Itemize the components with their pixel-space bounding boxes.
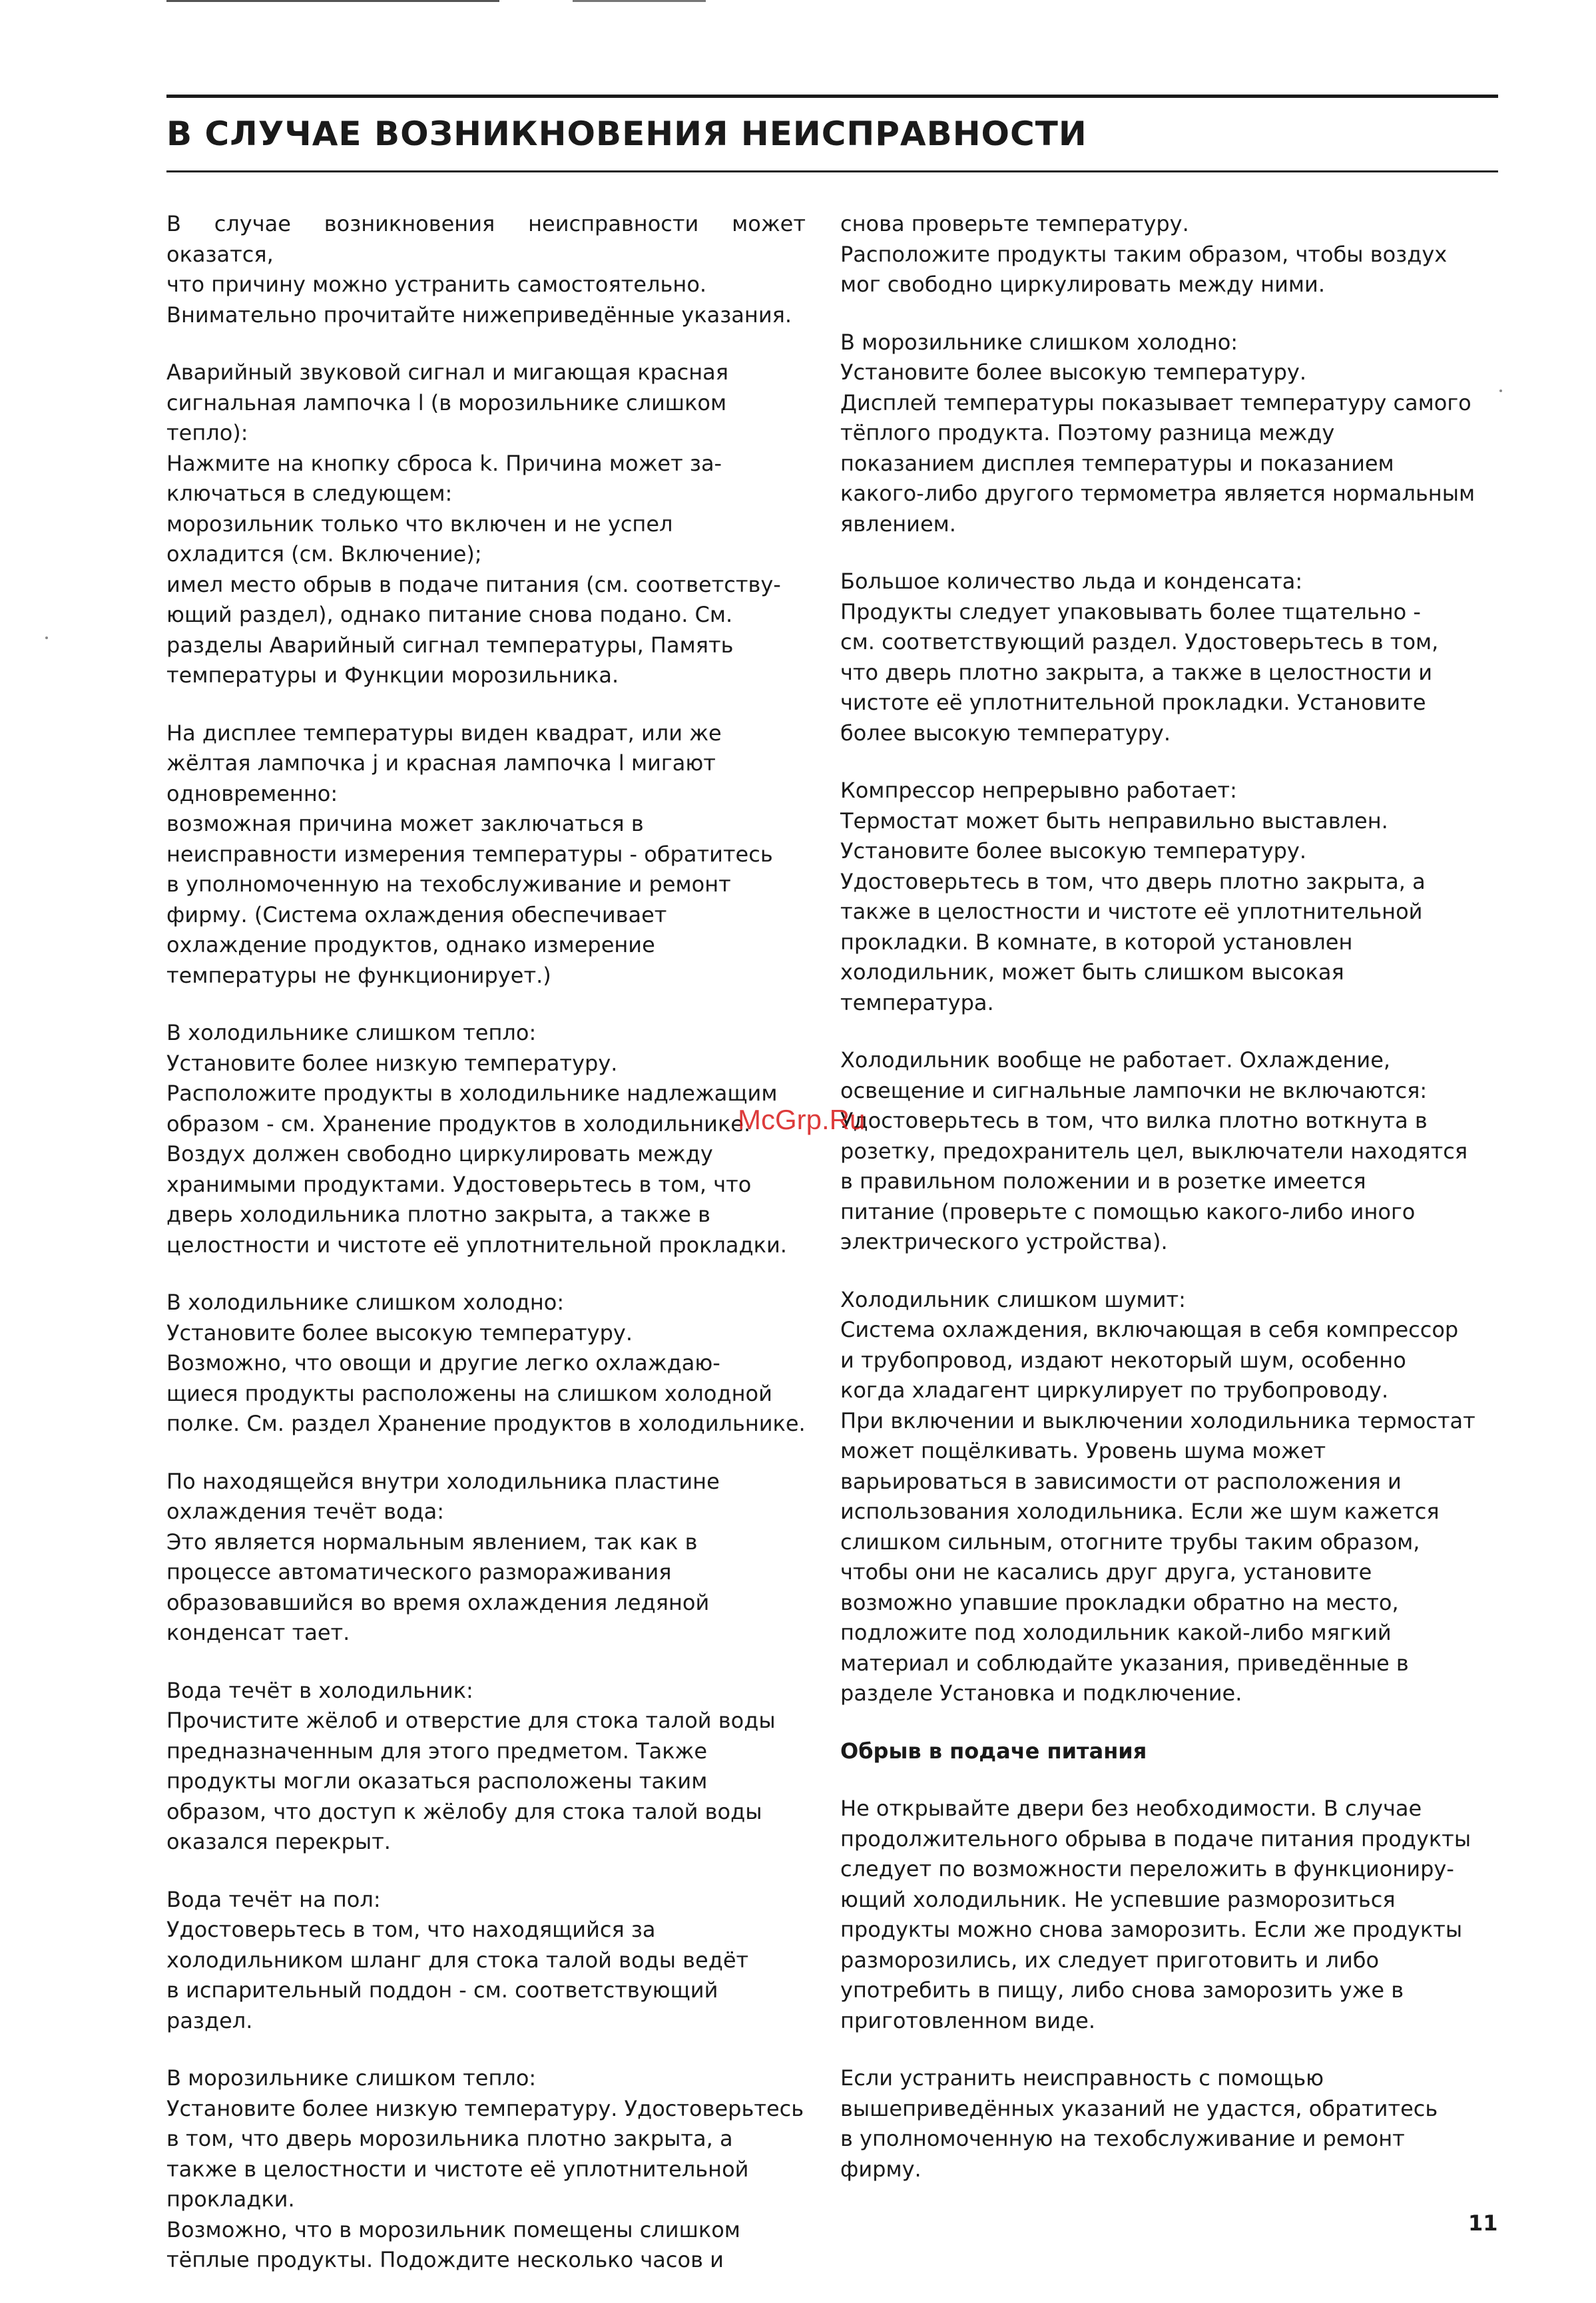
text-line: что причину можно устранить самостоятельно. [166,272,707,297]
text-line: образом - см. Хранение продуктов в холодильнике. [166,1111,751,1137]
text-line: чтобы они не касались друг друга, установите [840,1559,1372,1585]
text-line: Установите более низкую температуру. [166,1050,618,1076]
text-line: целостности и чистоте её уплотнительной прокладки. [166,1232,787,1258]
text-line: На дисплее температуры виден квадрат, или же [166,720,722,746]
text-line: Воздух должен свободно циркулировать между [166,1141,713,1166]
text-line: Аварийный звуковой сигнал и мигающая красная [166,360,728,385]
text-line: В случае возникновения неисправности может оказатся, [166,211,806,267]
text-line: слишком сильным, отогните трубы таким образом, [840,1529,1420,1555]
text-line: явлением. [840,511,956,537]
page-title: В СЛУЧАЕ ВОЗНИКНОВЕНИЯ НЕИСПРАВНОСТИ [166,115,1087,153]
paragraph [840,776,1479,1018]
scan-top-mark [166,0,499,2]
text-line: тепло): [166,420,248,445]
text-line: продукты можно снова заморозить. Если же продукты [840,1917,1463,1942]
text-line: Расположите продукты таким образом, чтобы воздух [840,241,1448,267]
text-line: прокладки. [166,2186,295,2212]
text-line: в испарительный поддон - см. соответствующий [166,1977,718,2003]
text-line: тёплые продукты. Подождите несколько часов и [166,2247,724,2272]
paragraph [840,567,1479,748]
text-line: в правильном положении и в розетке имеется [840,1168,1366,1194]
text-line: Большое количество льда и конденсата: [840,569,1303,594]
title-bottom-rule [166,170,1498,172]
paragraph [166,358,806,691]
text-line: имел место обрыв в подаче питания (см. соответству- [166,571,781,597]
text-line: фирму. (Система охлаждения обеспечивает [166,901,667,927]
left-column [166,209,806,2303]
text-line: также в целостности и чистоте её уплотнительной [166,2156,749,2182]
text-line: в том, что дверь морозильника плотно закрыта, а [166,2126,733,2151]
text-line: Возможно, что овощи и другие легко охлаждаю- [166,1350,720,1376]
text-line: жёлтая лампочка j и красная лампочка l мигают [166,750,716,776]
text-line: По находящейся внутри холодильника пластине [166,1468,720,1494]
text-line: приготовленном виде. [840,2007,1096,2033]
text-line: Вода течёт в холодильник: [166,1677,473,1703]
text-line: ющий холодильник. Не успевшие разморозиться [840,1886,1396,1912]
paragraph [166,1288,806,1439]
text-line: морозильник только что включен и не успел [166,511,673,537]
text-line: Система охлаждения, включающая в себя компрессор [840,1317,1459,1342]
text-line: Не открывайте двери без необходимости. В случае [840,1796,1422,1821]
text-line: Компрессор непрерывно работает: [840,778,1237,803]
watermark-text: McGrp.Ru [738,1104,866,1135]
text-line: разморозились, их следует приготовить и либо [840,1947,1380,1973]
text-line: щиеся продукты расположены на слишком холодной [166,1380,772,1406]
text-line: показанием дисплея температуры и показанием [840,450,1394,476]
text-line: Удостоверьтесь в том, что находящийся за [166,1917,656,1942]
text-line: охладится (см. Включение); [166,541,482,567]
text-line: Прочистите жёлоб и отверстие для стока талой воды [166,1708,776,1733]
text-line: возможная причина может заключаться в [166,811,644,836]
text-line: Дисплей температуры показывает температуру самого [840,389,1471,415]
paragraph [166,718,806,991]
text-line: В холодильнике слишком холодно: [166,1290,565,1315]
text-line: оказался перекрыт. [166,1829,391,1854]
text-line: Термостат может быть неправильно выставлен. [840,808,1388,834]
text-line: Установите более высокую температуру. [166,1320,633,1346]
text-line: Если устранить неисправность с помощью [840,2065,1324,2091]
text-line: охлаждение продуктов, однако измерение [166,932,655,957]
paragraph [840,328,1479,540]
scan-speck [45,637,48,639]
text-line: употребить в пищу, либо снова заморозить уже в [840,1977,1404,2003]
paragraph [840,1285,1479,1709]
text-line: использования холодильника. Если же шум кажется [840,1499,1440,1524]
text-line: Установите более высокую температуру. [840,838,1306,864]
text-line: Холодильник вообще не работает. Охлаждение, [840,1047,1391,1073]
text-line: температура. [840,989,994,1015]
paragraph [840,209,1479,300]
text-line: Внимательно прочитайте нижеприведённые указания. [166,302,792,328]
text-line: мог свободно циркулировать между ними. [840,272,1325,297]
scan-speck [1499,389,1502,392]
paragraph [166,2063,806,2276]
text-line: варьироваться в зависимости от расположения и [840,1468,1402,1494]
text-line: Возможно, что в морозильник помещены слишком [166,2216,740,2242]
text-line: В морозильнике слишком тепло: [166,2065,537,2091]
text-line: ключаться в следующем: [166,481,453,506]
text-line: Удостоверьтесь в том, что дверь плотно закрыта, а [840,868,1426,894]
text-line: сигнальная лампочка l (в морозильнике слишком [166,389,727,415]
section-subheading: Обрыв в подаче питания [840,1738,1147,1764]
text-line: дверь холодильника плотно закрыта, а также в [166,1202,710,1227]
text-line: температуры не функционирует.) [166,962,551,988]
text-line: разделы Аварийный сигнал температуры, Память [166,632,734,658]
text-line: может пощёлкивать. Уровень шума может [840,1438,1326,1463]
text-line: Это является нормальным явлением, так как в [166,1529,698,1555]
text-line: температуры и Функции морозильника. [166,662,619,688]
text-line: электрического устройства). [840,1229,1168,1254]
text-line: В морозильнике слишком холодно: [840,329,1238,355]
page-number: 11 [1468,2210,1498,2236]
text-line: прокладки. В комнате, в которой установлен [840,929,1353,955]
text-line: Нажмите на кнопку сброса k. Причина может за- [166,450,722,476]
text-line: продукты могли оказаться расположены таким [166,1768,708,1794]
text-line: разделе Установка и подключение. [840,1680,1242,1706]
text-line: чистоте её уплотнительной прокладки. Установите [840,690,1426,715]
text-line: полке. См. раздел Хранение продуктов в холодильнике. [166,1411,806,1436]
text-line: какого-либо другого термометра является нормальным [840,481,1475,506]
text-line: фирму. [840,2156,922,2182]
text-line: ющий раздел), однако питание снова подано. См. [166,602,733,627]
paragraph [840,2063,1479,2184]
text-line: Удостоверьтесь в том, что вилка плотно воткнута в [840,1108,1428,1133]
text-line: розетку, предохранитель цел, выключатели находятся [840,1138,1468,1164]
text-line: возможно упавшие прокладки обратно на место, [840,1589,1399,1615]
text-line: Продукты следует упаковывать более тщательно - [840,599,1421,625]
text-line: холодильником шланг для стока талой воды ведёт [166,1947,749,1973]
text-line: Установите более низкую температуру. Удостоверьтесь [166,2095,804,2121]
text-line: подложите под холодильник какой-либо мягкий [840,1620,1392,1645]
paragraph [840,1045,1479,1258]
text-line: освещение и сигнальные лампочки не включаются: [840,1077,1428,1103]
paragraph [166,1885,806,2037]
text-line: продолжительного обрыва в подаче питания продукты [840,1826,1471,1852]
text-line: тёплого продукта. Поэтому разница между [840,420,1335,445]
paragraph [166,1018,806,1260]
text-line: и трубопровод, издают некоторый шум, особенно [840,1347,1406,1373]
text-line: вышеприведённых указаний не удастся, обратитесь [840,2095,1438,2121]
text-line: в уполномоченную на техобслуживание и ремонт [840,2126,1405,2151]
text-line: следует по возможности переложить в функциониру- [840,1856,1454,1882]
scan-top-mark [573,0,706,2]
text-line: процессе автоматического размораживания [166,1559,672,1585]
text-line: хранимыми продуктами. Удостоверьтесь в том, что [166,1171,752,1197]
text-line: когда хладагент циркулирует по трубопроводу. [840,1378,1389,1403]
text-line: неисправности измерения температуры - обратитесь [166,841,773,867]
text-line: Холодильник слишком шумит: [840,1286,1186,1312]
text-line: более высокую температуру. [840,720,1171,746]
text-line: также в целостности и чистоте её уплотнительной [840,899,1423,924]
text-line: образовавшийся во время охлаждения ледяной [166,1589,710,1615]
text-line: что дверь плотно закрыта, а также в целостности и [840,659,1433,685]
paragraph [166,1467,806,1649]
text-line: При включении и выключении холодильника термостат [840,1407,1475,1433]
text-line: холодильник, может быть слишком высокая [840,959,1344,985]
text-line: В холодильнике слишком тепло: [166,1020,537,1045]
text-line: в уполномоченную на техобслуживание и ремонт [166,872,731,897]
text-line: охлаждения течёт вода: [166,1499,445,1524]
text-line: материал и соблюдайте указания, приведённые в [840,1650,1409,1676]
title-top-rule [166,95,1498,98]
text-line: см. соответствующий раздел. Удостоверьтесь в том, [840,629,1439,654]
text-line: предназначенным для этого предметом. Также [166,1738,708,1764]
text-line: конденсат тает. [166,1620,350,1645]
text-line: Установите более высокую температуру. [840,360,1306,385]
paragraph [166,209,806,330]
text-line: снова проверьте температуру. [840,211,1189,236]
paragraph [840,1794,1479,2036]
text-line: Вода течёт на пол: [166,1886,381,1912]
text-line: раздел. [166,2007,253,2033]
text-line: образом, что доступ к жёлобу для стока талой воды [166,1798,762,1824]
text-line: питание (проверьте с помощью какого-либо иного [840,1198,1416,1224]
right-column [840,209,1479,2212]
text-line: Расположите продукты в холодильнике надлежащим [166,1081,778,1106]
paragraph [166,1676,806,1858]
text-line: одновременно: [166,780,338,806]
